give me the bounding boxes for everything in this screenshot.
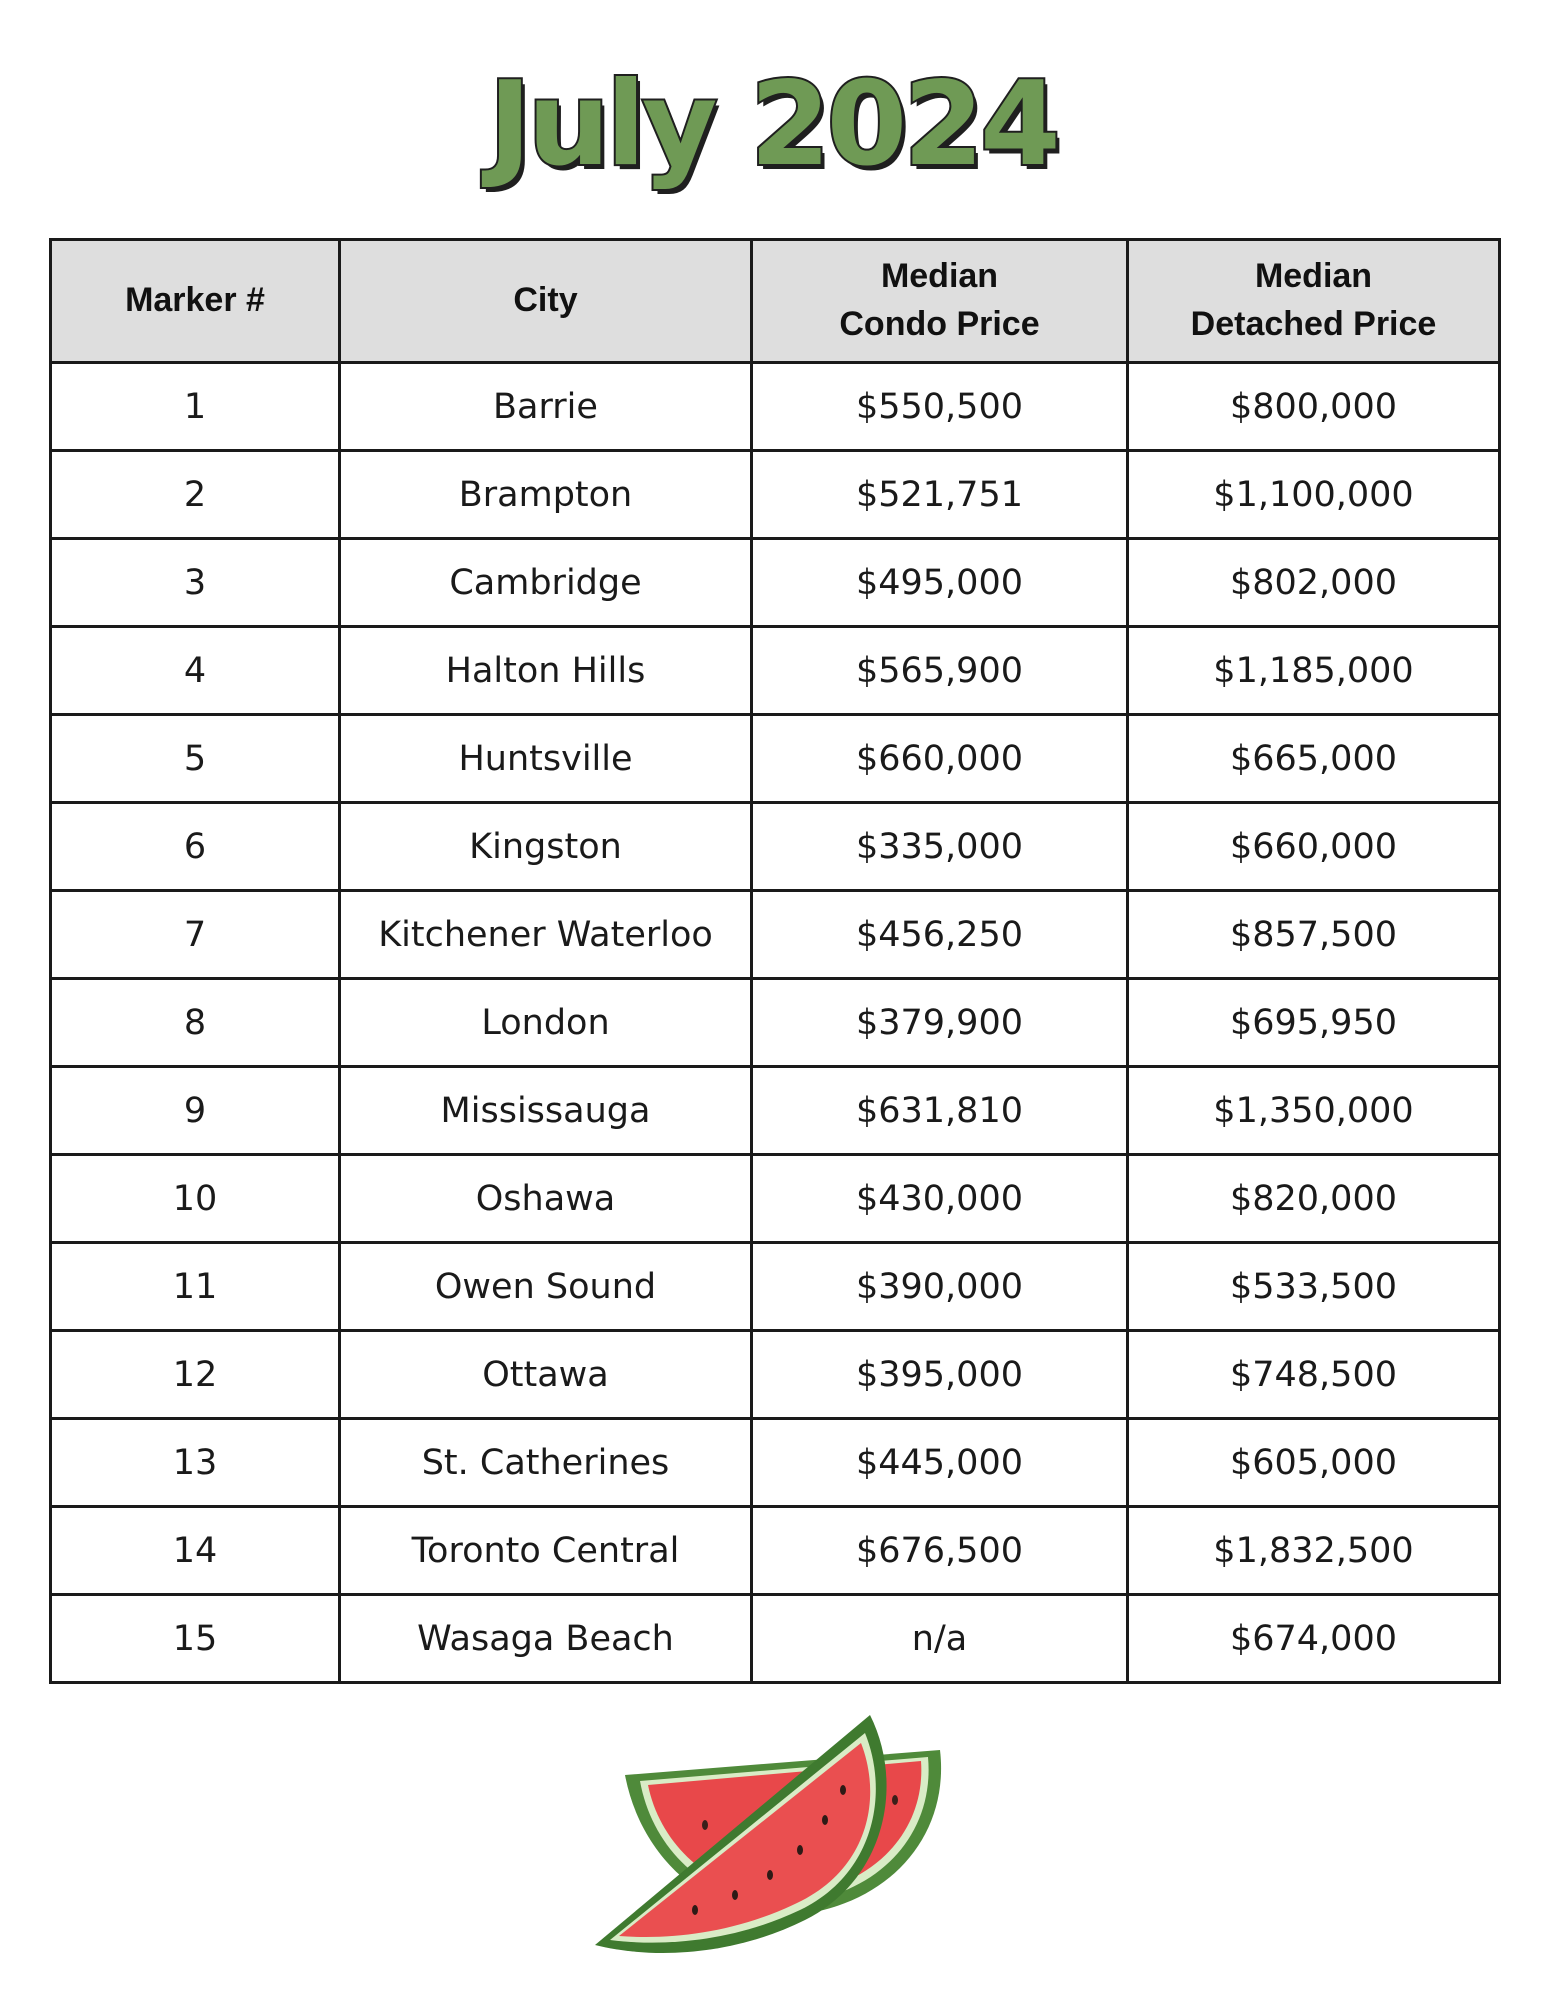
table-row <box>51 979 1500 1067</box>
city-cell: Brampton <box>340 451 752 539</box>
marker-cell: 13 <box>51 1419 340 1507</box>
city-cell: Huntsville <box>340 715 752 803</box>
detached-price-cell: $820,000 <box>1128 1155 1500 1243</box>
detached-price-cell: $674,000 <box>1128 1595 1500 1683</box>
city-cell: Cambridge <box>340 539 752 627</box>
condo-price-cell: $430,000 <box>752 1155 1128 1243</box>
marker-cell: 12 <box>51 1331 340 1419</box>
marker-cell: 4 <box>51 627 340 715</box>
marker-cell: 9 <box>51 1067 340 1155</box>
condo-price-cell: $445,000 <box>752 1419 1128 1507</box>
condo-price-cell: $565,900 <box>752 627 1128 715</box>
detached-price-cell: $748,500 <box>1128 1331 1500 1419</box>
table-row <box>51 803 1500 891</box>
condo-price-cell: $379,900 <box>752 979 1128 1067</box>
detached-price-cell: $660,000 <box>1128 803 1500 891</box>
table-row <box>51 715 1500 803</box>
marker-cell: 11 <box>51 1243 340 1331</box>
table-row <box>51 1331 1500 1419</box>
table-body <box>51 363 1500 1683</box>
city-cell: St. Catherines <box>340 1419 752 1507</box>
condo-price-cell: $631,810 <box>752 1067 1128 1155</box>
detached-price-cell: $800,000 <box>1128 363 1500 451</box>
table-row <box>51 1507 1500 1595</box>
marker-cell: 15 <box>51 1595 340 1683</box>
condo-price-cell: $676,500 <box>752 1507 1128 1595</box>
marker-cell: 6 <box>51 803 340 891</box>
table-row <box>51 1155 1500 1243</box>
marker-cell: 1 <box>51 363 340 451</box>
city-cell: Toronto Central <box>340 1507 752 1595</box>
header-marker: Marker # <box>51 240 340 363</box>
condo-price-cell: $335,000 <box>752 803 1128 891</box>
marker-cell: 10 <box>51 1155 340 1243</box>
table-row <box>51 627 1500 715</box>
condo-price-cell: $660,000 <box>752 715 1128 803</box>
median-price-table <box>49 238 1501 1684</box>
city-cell: Wasaga Beach <box>340 1595 752 1683</box>
marker-cell: 5 <box>51 715 340 803</box>
detached-price-cell: $695,950 <box>1128 979 1500 1067</box>
city-cell: Oshawa <box>340 1155 752 1243</box>
detached-price-cell: $857,500 <box>1128 891 1500 979</box>
detached-price-cell: $1,350,000 <box>1128 1067 1500 1155</box>
city-cell: Mississauga <box>340 1067 752 1155</box>
table-row <box>51 1067 1500 1155</box>
header-condo-line-2: Condo Price <box>839 305 1040 343</box>
page-title: July 2024 <box>488 57 1057 192</box>
marker-cell: 3 <box>51 539 340 627</box>
header-condo-line-1: Median <box>880 257 999 296</box>
detached-price-cell: $665,000 <box>1128 715 1500 803</box>
condo-price-cell: $495,000 <box>752 539 1128 627</box>
detached-price-cell: $1,185,000 <box>1128 627 1500 715</box>
condo-price-cell: $456,250 <box>752 891 1128 979</box>
header-median-detached-price <box>1128 240 1500 363</box>
marker-cell: 8 <box>51 979 340 1067</box>
condo-price-cell: $521,751 <box>752 451 1128 539</box>
city-cell: Owen Sound <box>340 1243 752 1331</box>
marker-cell: 7 <box>51 891 340 979</box>
header-city: City <box>340 240 752 363</box>
watermelon-front-slice <box>595 1715 887 1953</box>
detached-price-cell: $1,832,500 <box>1128 1507 1500 1595</box>
condo-price-cell: $550,500 <box>752 363 1128 451</box>
marker-cell: 2 <box>51 451 340 539</box>
table-row <box>51 1243 1500 1331</box>
detached-price-cell: $605,000 <box>1128 1419 1500 1507</box>
condo-price-cell: $395,000 <box>752 1331 1128 1419</box>
city-cell: London <box>340 979 752 1067</box>
table-header-row <box>51 240 1500 363</box>
city-cell: Halton Hills <box>340 627 752 715</box>
condo-price-cell: $390,000 <box>752 1243 1128 1331</box>
table-row <box>51 539 1500 627</box>
table-row <box>51 363 1500 451</box>
table-row <box>51 1419 1500 1507</box>
condo-price-cell: n/a <box>752 1595 1128 1683</box>
table-row <box>51 451 1500 539</box>
header-median-condo-price <box>752 240 1128 363</box>
detached-price-cell: $533,500 <box>1128 1243 1500 1331</box>
detached-price-cell: $802,000 <box>1128 539 1500 627</box>
city-cell: Kitchener Waterloo <box>340 891 752 979</box>
city-cell: Kingston <box>340 803 752 891</box>
header-detached-line-2: Detached Price <box>1190 305 1437 343</box>
city-cell: Ottawa <box>340 1331 752 1419</box>
header-detached-line-1: Median <box>1254 257 1373 296</box>
city-cell: Barrie <box>340 363 752 451</box>
table-row <box>51 891 1500 979</box>
detached-price-cell: $1,100,000 <box>1128 451 1500 539</box>
table-row <box>51 1595 1500 1683</box>
watermelon-slices-icon <box>585 1715 955 1960</box>
marker-cell: 14 <box>51 1507 340 1595</box>
